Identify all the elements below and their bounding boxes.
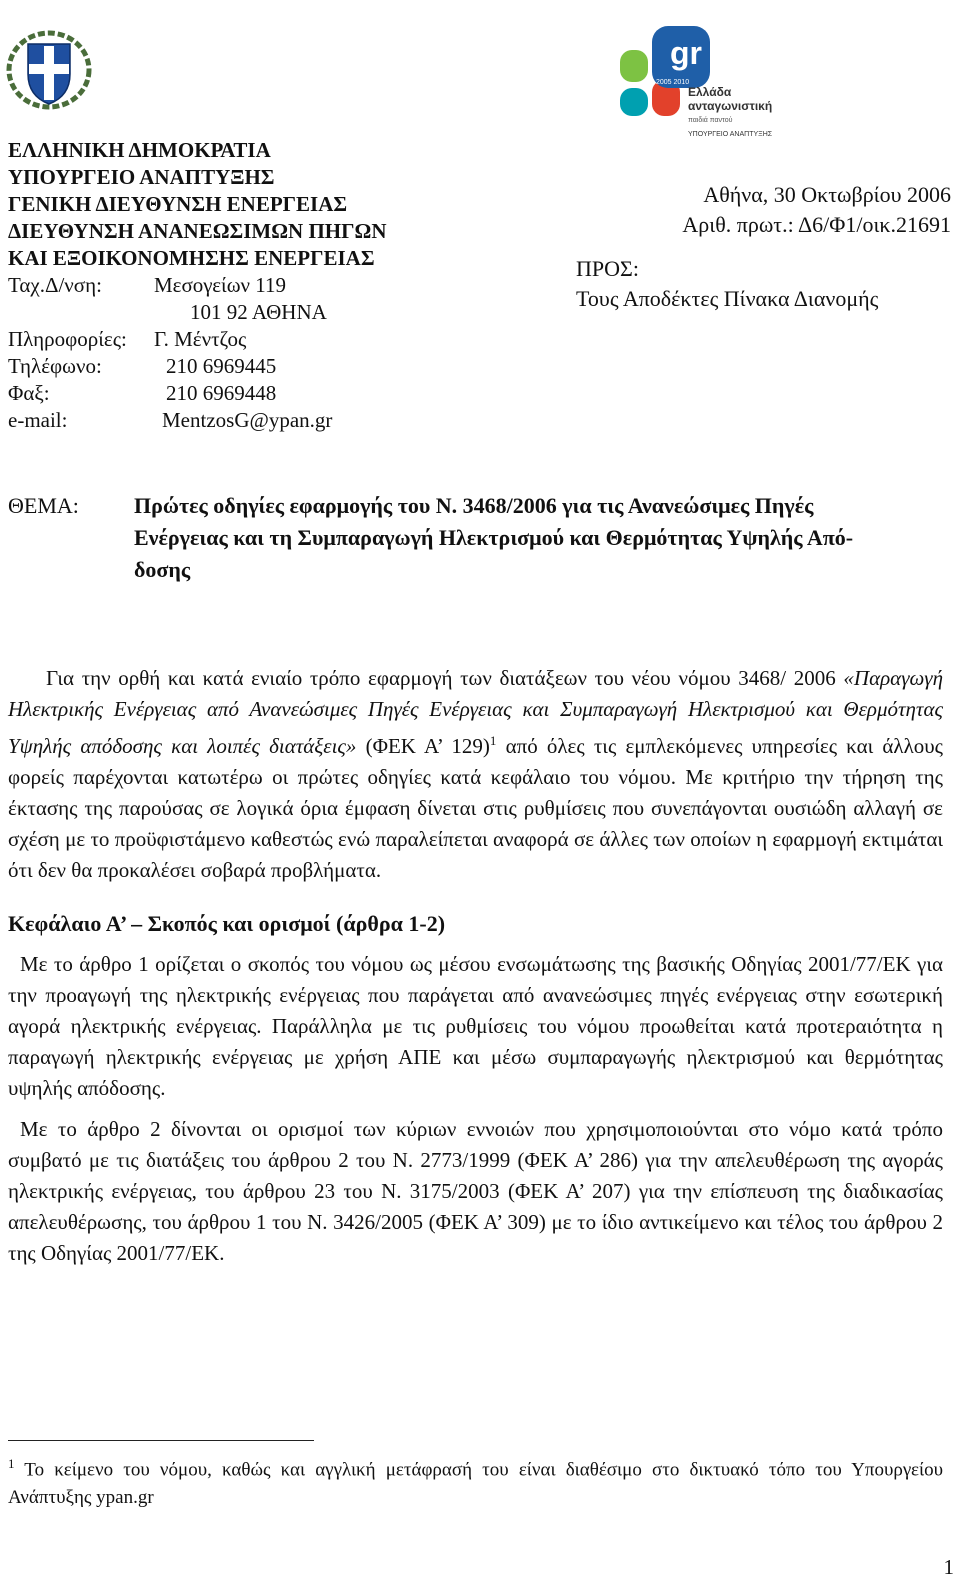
logo-line2: ανταγωνιστική <box>688 99 773 113</box>
intro-start: Για την ορθή και κατά ενιαίο τρόπο εφαρμογή των διατάξεων του νέου νόμου 3468/ 2006 <box>46 666 844 690</box>
page-number: 1 <box>943 1555 954 1579</box>
address-row <box>8 272 478 299</box>
subject-line: δοσης <box>134 557 191 582</box>
ellada-antagonistiki-logo <box>596 4 786 154</box>
subject-label: ΘΕΜΑ: <box>8 493 79 518</box>
intro-end: από όλες τις εμπλεκόμενες υπηρεσίες και άλλους φορείς παρέχονται κατωτέρω οι πρώτες οδηγίες κατά κεφάλαιο του νόμου. Με κριτήριο την τήρηση της έκτασης της παρούσας σε λογικά όρια έμφαση δίνεται στις ρυθμίσεις που συνεπάγονται ουσιώδη αλλαγή σε σχέση με το προϋφιστάμενο καθεστώς ενώ παραλείπεται αναφορά σε άλλες των οποίων η εφαρμογή εκτιμάται ότι δεν θα προκαλέσει σοβαρά προβλήματα. <box>8 734 943 882</box>
subject-block <box>8 490 943 582</box>
info-row <box>8 326 478 353</box>
protocol-number: Αριθ. πρωτ.: Δ6/Φ1/οικ.21691 <box>682 212 951 237</box>
logo-badge-text: gr <box>670 35 702 71</box>
subject-text <box>134 490 943 586</box>
logo-years: 2005 2010 <box>656 79 690 86</box>
logo-line3: παιδιά παντού <box>688 117 733 124</box>
subject-line: Ενέργειας και τη Συμπαραγωγή Ηλεκτρισμού και Θερμότητας Υψηλής Από- <box>134 525 854 550</box>
org-line: ΓΕΝΙΚΗ ΔΙΕΥΘΥΝΣΗ ΕΝΕΡΓΕΙΑΣ <box>8 192 348 216</box>
address-line2: 101 92 ΑΘΗΝΑ <box>190 300 327 324</box>
footnote-divider <box>8 1440 314 1441</box>
logo-teal-shape <box>620 88 648 116</box>
org-line: ΥΠΟΥΡΓΕΙΟ ΑΝΑΠΤΥΞΗΣ <box>8 165 275 189</box>
to-label: ΠΡΟΣ: <box>576 256 639 281</box>
intro-paragraph <box>8 663 943 886</box>
org-line: ΚΑΙ ΕΞΟΙΚΟΝΟΜΗΣΗΣ ΕΝΕΡΓΕΙΑΣ <box>8 246 375 270</box>
fax-value: 210 6969448 <box>166 381 277 405</box>
chapter-heading: Κεφάλαιο Α’ – Σκοπός και ορισμοί (άρθρα 1-2) <box>8 911 446 936</box>
fax-label: Φαξ: <box>8 381 50 405</box>
logo-graphic <box>596 4 786 154</box>
logo-green-shape <box>620 50 648 82</box>
recipient-block <box>576 180 951 314</box>
email-label: e-mail: <box>8 408 68 432</box>
info-label: Πληροφορίες: <box>8 327 127 351</box>
org-line: ΕΛΛΗΝΙΚΗ ΔΗΜΟΚΡΑΤΙΑ <box>8 138 271 162</box>
logo-line1: Ελλάδα <box>688 85 732 99</box>
logo-ministry: ΥΠΟΥΡΓΕΙΟ ΑΝΑΠΤΥΞΗΣ <box>688 131 773 138</box>
greek-emblem-icon <box>6 30 92 110</box>
email-row <box>8 407 478 434</box>
address-line1: Μεσογείων 119 <box>154 273 286 297</box>
phone-label: Τηλέφωνο: <box>8 354 102 378</box>
footnote-marker: 1 <box>8 1456 15 1471</box>
org-line: ΔΙΕΥΘΥΝΣΗ ΑΝΑΝΕΩΣΙΜΩΝ ΠΗΓΩΝ <box>8 219 387 243</box>
phone-value: 210 6969445 <box>166 354 277 378</box>
article2-paragraph: Με το άρθρο 2 δίνονται οι ορισμοί των κύριων εννοιών που χρησιμοποιούνται στο νόμο κατά τρόπο συμβατό με τις διατάξεις του άρθρου 2 του Ν. 2773/1999 (ΦΕΚ Α’ 286) για την απελευθέρωση της αγοράς ηλεκτρικής ενέργειας, του άρθρου 23 του Ν. 3175/2003 (ΦΕΚ Α’ 207) για την επίσπευση της διαδικασίας απελευθέρωσης, του άρθρου 1 του Ν. 3426/2005 (ΦΕΚ Α’ 309) με το ίδιο αντικείμενο και τέλος του άρθρου 2 της Οδηγίας 2001/77/ΕΚ. <box>8 1117 943 1265</box>
sender-block <box>8 137 478 434</box>
document-date: Αθήνα, 30 Οκτωβρίου 2006 <box>703 182 951 207</box>
law-title: «Παραγωγή Ηλεκτρικής Ενέργειας από Ανανεώσιμες Πηγές Ενέργειας και Συμπαραγωγή Ηλεκτρισμού και Θερμότητας Υψηλής απόδοσης και λοιπές διατάξεις» <box>8 666 943 758</box>
info-value: Γ. Μέντζος <box>154 327 247 351</box>
document-body <box>8 663 943 1269</box>
footnote-text: Το κείμενο του νόμου, καθώς και αγγλική μετάφρασή του είναι διαθέσιμο στο δικτυακό τόπο του Υπουργείου Ανάπτυξης ypan.gr <box>8 1459 943 1509</box>
footnote-ref[interactable]: 1 <box>489 733 497 748</box>
footnote <box>8 1450 943 1512</box>
email-value[interactable]: MentzosG@ypan.gr <box>162 408 333 432</box>
phone-row <box>8 353 478 380</box>
to-value: Τους Αποδέκτες Πίνακα Διανομής <box>576 286 879 311</box>
article1-paragraph: Με το άρθρο 1 ορίζεται ο σκοπός του νόμου ως μέσου ενσωμάτωσης της βασικής Οδηγίας 2001/77/ΕΚ για την προαγωγή της ηλεκτρικής ενέργειας που παράγεται από ανανεώσιμες πηγές ενέργειας στην εσωτερική αγορά ηλεκτρικής ενέργειας. Παράλληλα με τις ρυθμίσεις του νόμου προωθείται κατά προτεραιότητα η παραγωγή ηλεκτρικής ενέργειας με χρήση ΑΠΕ και μέσω συμπαραγωγής ηλεκτρισμού και θερμότητας υψηλής απόδοσης. <box>8 952 943 1100</box>
address-row-2 <box>8 299 478 326</box>
address-label: Ταχ.Δ/νση: <box>8 273 102 297</box>
to-block <box>576 254 951 314</box>
fax-row <box>8 380 478 407</box>
subject-line: Πρώτες οδηγίες εφαρμογής του Ν. 3468/2006 για τις Ανανεώσιμες Πηγές <box>134 493 814 518</box>
fek-ref: (ΦΕΚ Α’ 129) <box>356 734 490 758</box>
